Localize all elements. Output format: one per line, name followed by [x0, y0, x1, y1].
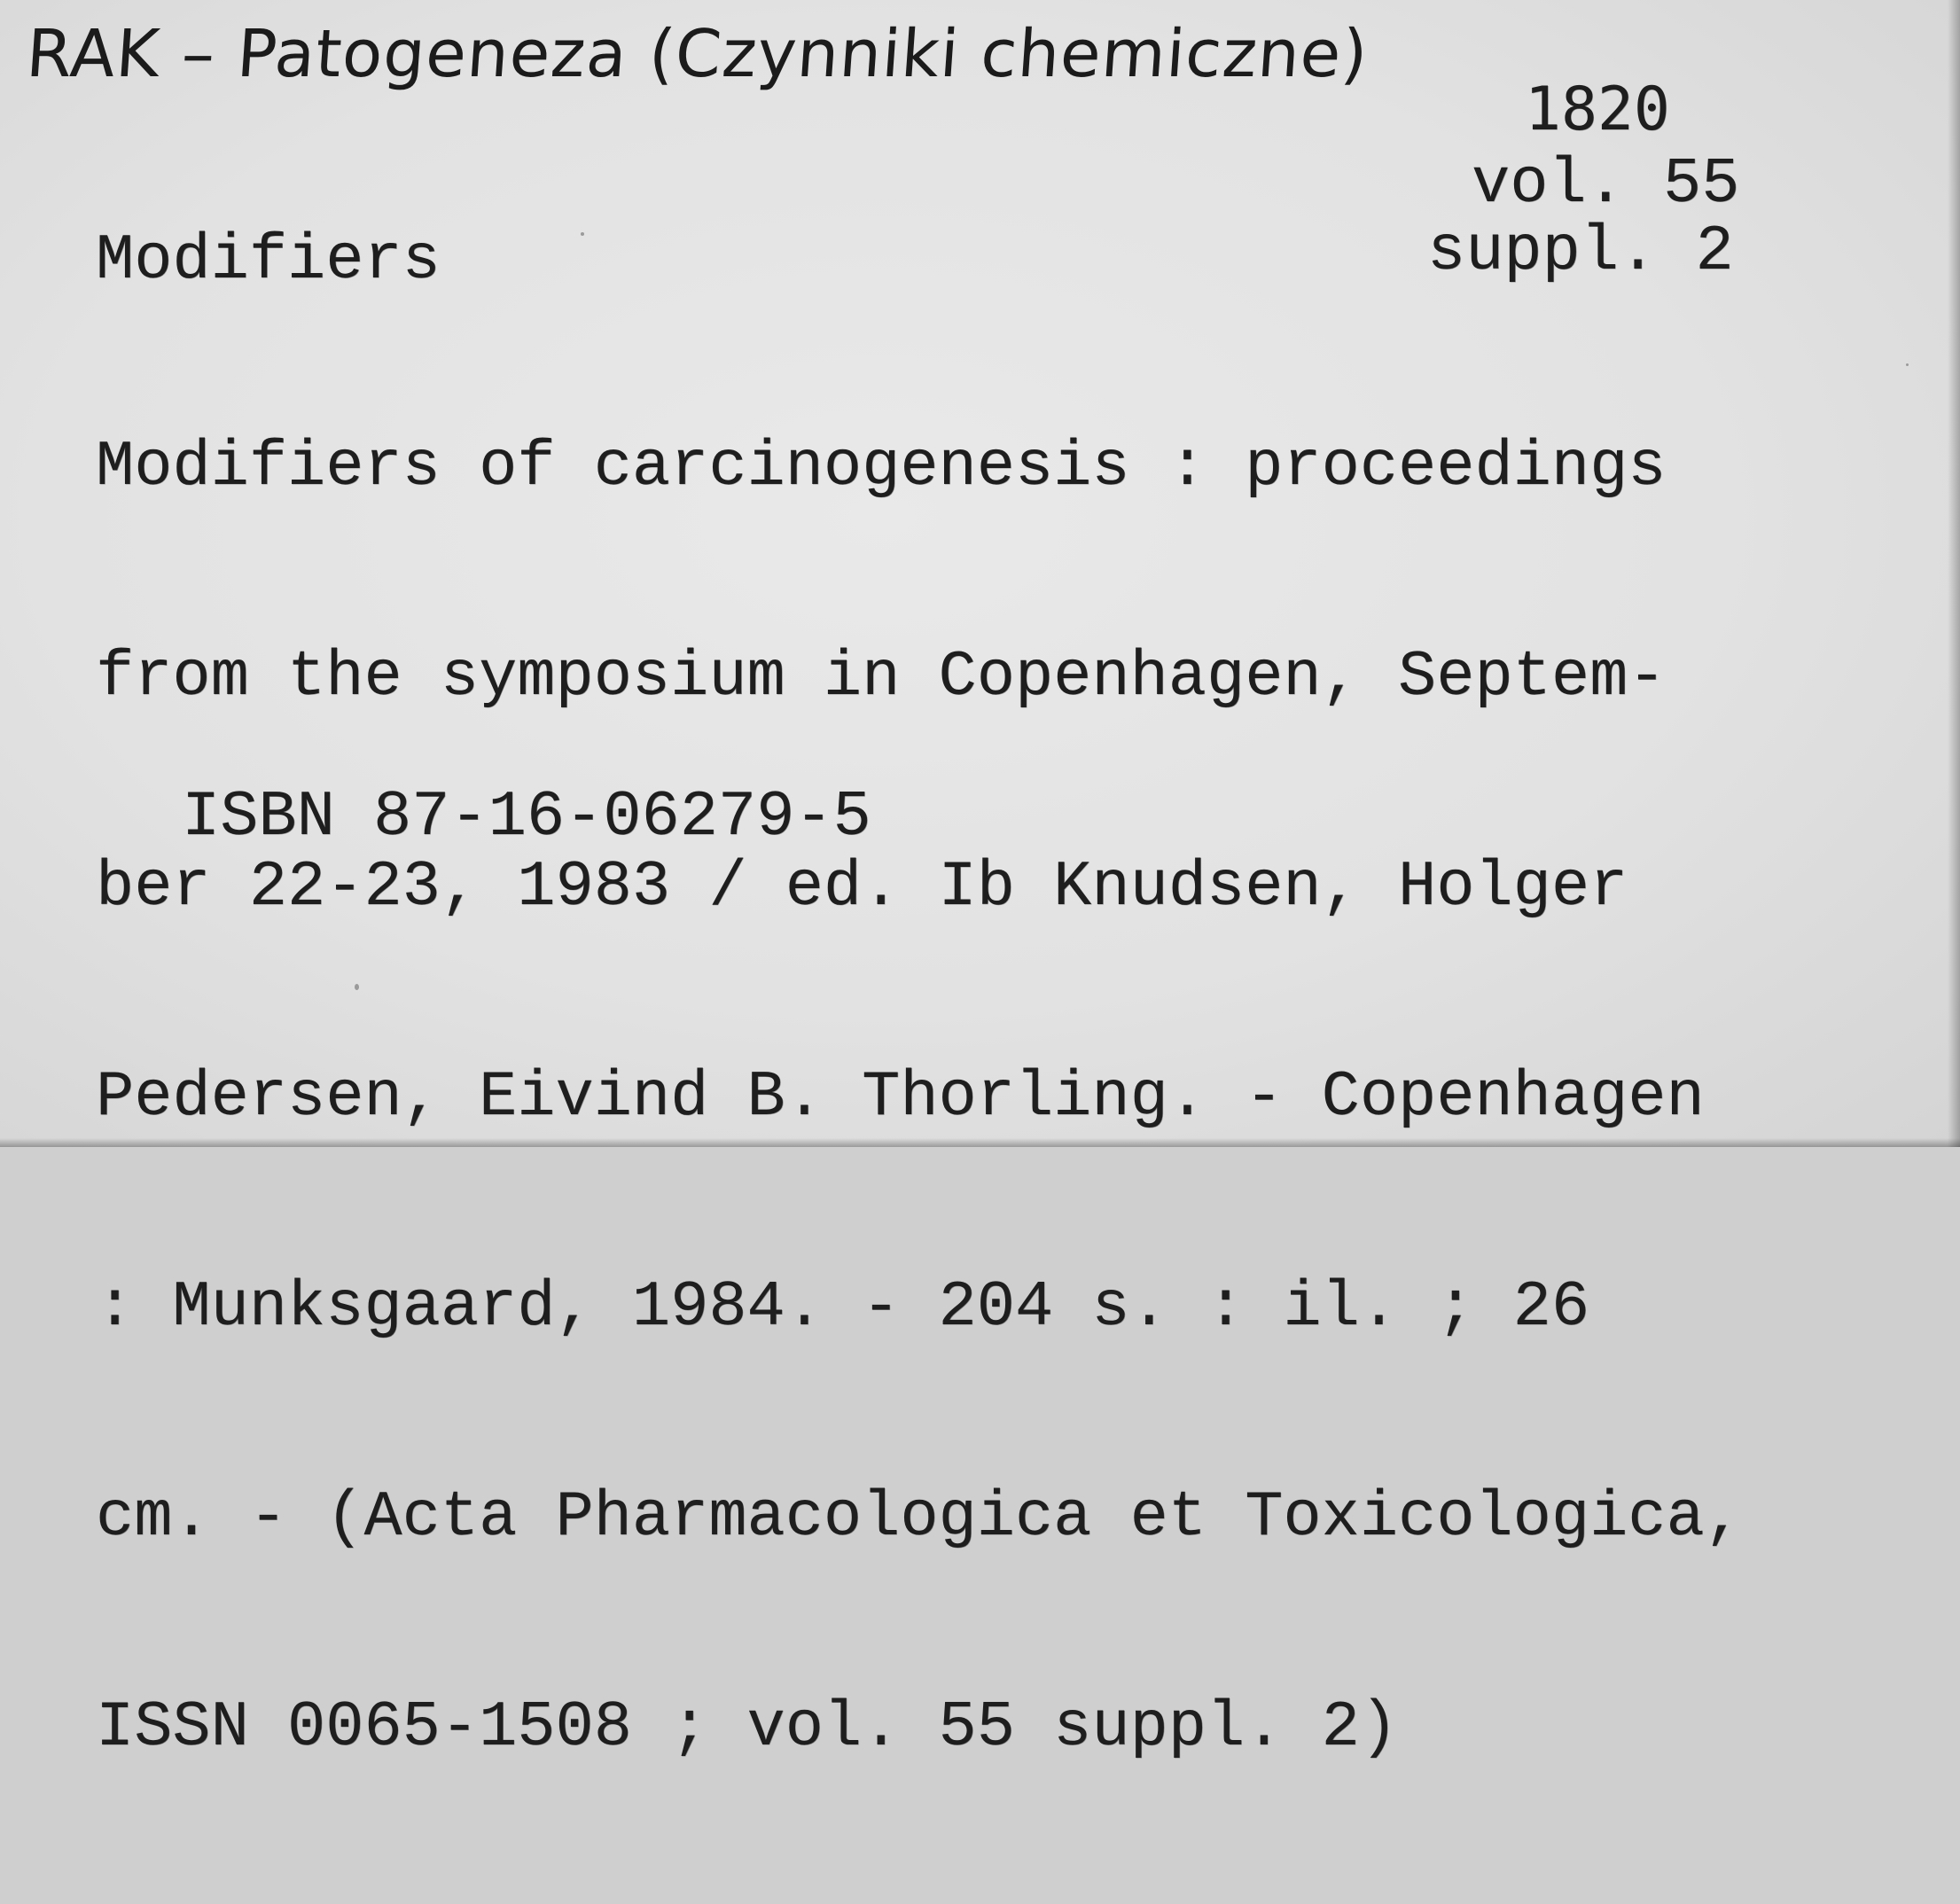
handwritten-subject-heading: RAK – Patogeneza (Czynniki chemiczne) — [23, 16, 1371, 92]
paper-speck — [355, 984, 359, 990]
main-entry: Modifiers — [96, 224, 441, 297]
description-line: Modifiers of carcinogenesis : proceedings — [96, 431, 1667, 503]
description-line: from the symposium in Copenhagen, Septem- — [96, 641, 1667, 714]
bibliographic-description — [96, 293, 1743, 1903]
call-number: 1820 — [1525, 74, 1670, 144]
volume-label: vol. 55 — [1472, 148, 1740, 221]
supplement-label: suppl. 2 — [1427, 215, 1734, 288]
paper-speck — [1906, 363, 1909, 366]
paper-speck — [581, 232, 584, 236]
description-line: ISSN 0065-1508 ; vol. 55 suppl. 2) — [96, 1691, 1399, 1764]
description-line: cm. - (Acta Pharmacologica et Toxicologica, — [96, 1481, 1743, 1554]
description-line: ber 22-23, 1983 / ed. Ib Knudsen, Holger — [96, 851, 1628, 924]
description-line: Pedersen, Eivind B. Thorling. - Copenhagen — [96, 1061, 1705, 1134]
description-line: : Munksgaard, 1984. - 204 s. : il. ; 26 — [96, 1271, 1590, 1344]
card-edge-shadow — [1948, 0, 1960, 1147]
isbn-line: ISBN 87-16-06279-5 — [182, 781, 871, 854]
